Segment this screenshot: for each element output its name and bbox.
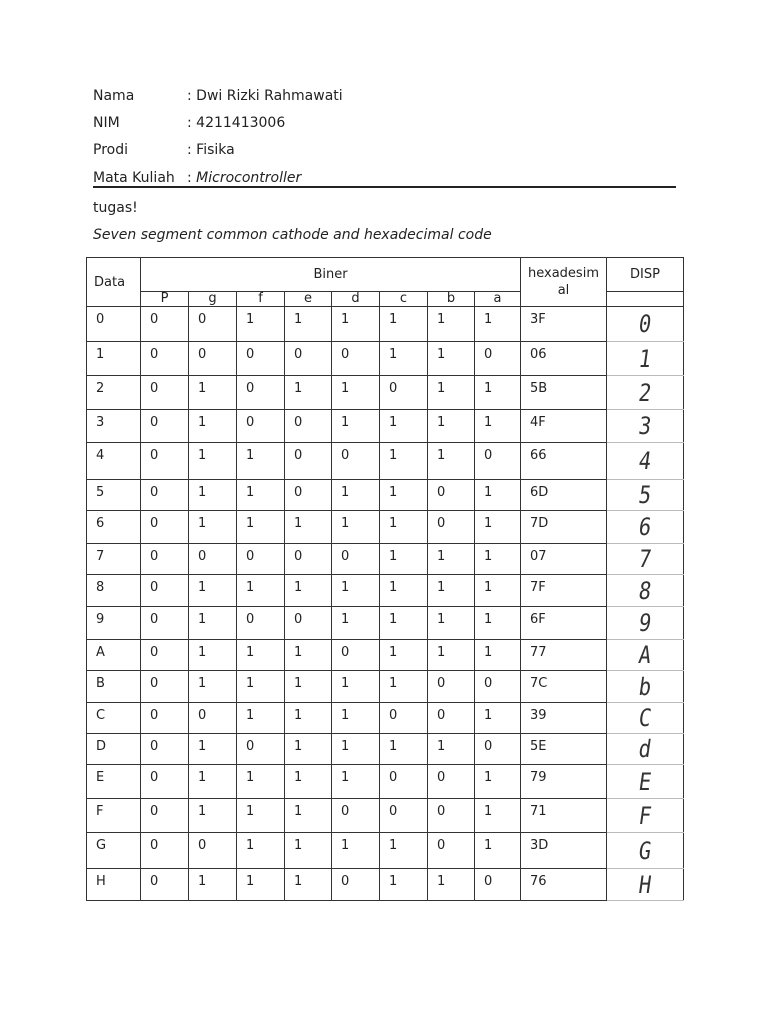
- cell-bit: 0: [475, 443, 521, 480]
- seven-segment-glyph: 0: [634, 309, 657, 339]
- header-disp-sub: [607, 292, 684, 307]
- cell-hex: 4F: [521, 410, 607, 443]
- seven-segment-glyph: 4: [634, 446, 657, 476]
- cell-data: 3: [87, 410, 141, 443]
- cell-bit: 0: [237, 410, 285, 443]
- cell-bit: 1: [428, 544, 475, 575]
- cell-disp: [607, 511, 684, 544]
- cell-disp: [607, 703, 684, 734]
- cell-disp: [607, 443, 684, 480]
- cell-bit: 1: [475, 544, 521, 575]
- cell-bit: 1: [189, 443, 237, 480]
- cell-bit: 1: [285, 307, 332, 342]
- cell-data: 6: [87, 511, 141, 544]
- header-divider: [93, 186, 676, 188]
- cell-bit: 1: [428, 376, 475, 410]
- cell-bit: 0: [141, 410, 189, 443]
- seven-segment-glyph: C: [634, 703, 657, 733]
- cell-bit: 1: [237, 511, 285, 544]
- cell-bit: 1: [428, 640, 475, 671]
- cell-disp: [607, 869, 684, 901]
- cell-data: D: [87, 734, 141, 765]
- table-header-row: [87, 258, 684, 292]
- cell-bit: 0: [141, 734, 189, 765]
- table-row: [87, 575, 684, 607]
- header-hexadesimal: hexadesimal: [521, 258, 607, 307]
- cell-bit: 0: [141, 607, 189, 640]
- cell-hex: 7D: [521, 511, 607, 544]
- seven-segment-glyph: b: [634, 672, 657, 702]
- cell-data: 5: [87, 480, 141, 511]
- table-row: [87, 799, 684, 833]
- cell-bit: 0: [428, 511, 475, 544]
- info-label: Mata Kuliah: [93, 170, 175, 186]
- cell-bit: 0: [475, 869, 521, 901]
- cell-disp: [607, 734, 684, 765]
- cell-hex: 7C: [521, 671, 607, 703]
- table-row: [87, 734, 684, 765]
- header-bit: P: [141, 292, 189, 307]
- cell-bit: 1: [237, 703, 285, 734]
- cell-bit: 0: [141, 307, 189, 342]
- cell-data: 9: [87, 607, 141, 640]
- cell-bit: 1: [332, 703, 380, 734]
- cell-bit: 1: [380, 575, 428, 607]
- seven-segment-glyph: 8: [634, 576, 657, 606]
- cell-hex: 66: [521, 443, 607, 480]
- cell-disp: [607, 671, 684, 703]
- cell-bit: 1: [475, 640, 521, 671]
- cell-bit: 1: [285, 869, 332, 901]
- cell-bit: 0: [332, 342, 380, 376]
- cell-bit: 0: [141, 799, 189, 833]
- seven-segment-glyph: 3: [634, 411, 657, 441]
- cell-bit: 0: [428, 799, 475, 833]
- cell-bit: 1: [332, 307, 380, 342]
- cell-disp: [607, 765, 684, 799]
- header-bit: g: [189, 292, 237, 307]
- cell-bit: 0: [332, 544, 380, 575]
- cell-bit: 1: [332, 575, 380, 607]
- cell-bit: 1: [237, 443, 285, 480]
- cell-disp: [607, 544, 684, 575]
- cell-bit: 1: [285, 734, 332, 765]
- cell-bit: 1: [428, 607, 475, 640]
- cell-bit: 0: [428, 833, 475, 869]
- seven-segment-glyph: 9: [634, 608, 657, 638]
- cell-bit: 1: [380, 734, 428, 765]
- cell-bit: 0: [141, 376, 189, 410]
- cell-bit: 0: [141, 480, 189, 511]
- cell-bit: 0: [428, 765, 475, 799]
- cell-bit: 1: [428, 869, 475, 901]
- cell-bit: 1: [475, 480, 521, 511]
- seven-segment-glyph: E: [634, 767, 657, 797]
- cell-data: 7: [87, 544, 141, 575]
- cell-bit: 1: [237, 640, 285, 671]
- cell-bit: 1: [475, 376, 521, 410]
- cell-bit: 0: [141, 765, 189, 799]
- table-row: [87, 342, 684, 376]
- cell-bit: 0: [237, 607, 285, 640]
- info-label: NIM: [93, 115, 120, 131]
- cell-bit: 1: [285, 575, 332, 607]
- table-row: [87, 376, 684, 410]
- cell-bit: 1: [428, 410, 475, 443]
- info-value: [187, 169, 301, 187]
- cell-bit: 1: [475, 607, 521, 640]
- cell-bit: 1: [380, 342, 428, 376]
- cell-disp: [607, 342, 684, 376]
- cell-bit: 1: [189, 671, 237, 703]
- table-row: [87, 833, 684, 869]
- cell-bit: 1: [475, 575, 521, 607]
- cell-bit: 0: [141, 342, 189, 376]
- cell-bit: 1: [428, 575, 475, 607]
- cell-bit: 0: [141, 869, 189, 901]
- cell-disp: [607, 575, 684, 607]
- cell-bit: 1: [475, 765, 521, 799]
- cell-bit: 1: [332, 734, 380, 765]
- cell-hex: 77: [521, 640, 607, 671]
- table-row: [87, 765, 684, 799]
- cell-bit: 1: [189, 640, 237, 671]
- seven-segment-glyph: 6: [634, 512, 657, 542]
- cell-bit: 0: [141, 833, 189, 869]
- cell-bit: 0: [475, 671, 521, 703]
- cell-bit: 1: [380, 443, 428, 480]
- cell-bit: 0: [189, 703, 237, 734]
- cell-bit: 1: [475, 799, 521, 833]
- cell-bit: 1: [380, 869, 428, 901]
- cell-hex: 76: [521, 869, 607, 901]
- cell-bit: 0: [428, 703, 475, 734]
- cell-data: E: [87, 765, 141, 799]
- table-row: [87, 307, 684, 342]
- cell-hex: 07: [521, 544, 607, 575]
- cell-bit: 0: [141, 640, 189, 671]
- cell-bit: 1: [237, 575, 285, 607]
- cell-bit: 0: [237, 544, 285, 575]
- cell-bit: 1: [332, 765, 380, 799]
- cell-bit: 1: [189, 575, 237, 607]
- cell-bit: 1: [332, 833, 380, 869]
- cell-bit: 1: [285, 671, 332, 703]
- cell-bit: 1: [285, 765, 332, 799]
- cell-bit: 1: [189, 607, 237, 640]
- cell-disp: [607, 410, 684, 443]
- cell-bit: 1: [189, 376, 237, 410]
- cell-bit: 0: [332, 799, 380, 833]
- cell-data: 2: [87, 376, 141, 410]
- cell-bit: 1: [237, 869, 285, 901]
- seven-segment-glyph: A: [634, 640, 657, 670]
- cell-bit: 1: [428, 443, 475, 480]
- seven-segment-glyph: 5: [634, 480, 657, 510]
- cell-bit: 0: [428, 480, 475, 511]
- seven-segment-glyph: 1: [634, 344, 657, 374]
- cell-data: 4: [87, 443, 141, 480]
- table-row: [87, 869, 684, 901]
- cell-hex: 6F: [521, 607, 607, 640]
- cell-bit: 1: [237, 671, 285, 703]
- header-bit: f: [237, 292, 285, 307]
- table-row: [87, 511, 684, 544]
- cell-bit: 1: [380, 307, 428, 342]
- cell-bit: 0: [475, 734, 521, 765]
- cell-bit: 0: [237, 376, 285, 410]
- seven-segment-glyph: H: [634, 870, 657, 900]
- cell-bit: 1: [285, 833, 332, 869]
- table-row: [87, 410, 684, 443]
- cell-bit: 1: [237, 307, 285, 342]
- cell-bit: 0: [141, 544, 189, 575]
- header-bit: d: [332, 292, 380, 307]
- cell-bit: 1: [380, 833, 428, 869]
- cell-bit: 1: [380, 511, 428, 544]
- header-bit: e: [285, 292, 332, 307]
- cell-bit: 0: [332, 640, 380, 671]
- cell-hex: 5B: [521, 376, 607, 410]
- cell-bit: 0: [285, 607, 332, 640]
- cell-bit: 1: [428, 342, 475, 376]
- cell-bit: 1: [475, 511, 521, 544]
- cell-data: A: [87, 640, 141, 671]
- cell-bit: 1: [332, 671, 380, 703]
- cell-bit: 1: [285, 376, 332, 410]
- info-value: : Fisika: [187, 142, 235, 158]
- cell-data: C: [87, 703, 141, 734]
- seven-segment-glyph: G: [634, 836, 657, 866]
- cell-bit: 1: [475, 703, 521, 734]
- cell-hex: 7F: [521, 575, 607, 607]
- cell-bit: 0: [285, 544, 332, 575]
- seven-segment-glyph: 7: [634, 544, 657, 574]
- cell-data: B: [87, 671, 141, 703]
- cell-bit: 1: [332, 410, 380, 443]
- cell-bit: 0: [285, 443, 332, 480]
- header-biner: Biner: [141, 258, 521, 292]
- cell-bit: 1: [285, 703, 332, 734]
- cell-data: G: [87, 833, 141, 869]
- seven-segment-glyph: 2: [634, 378, 657, 408]
- cell-bit: 1: [380, 480, 428, 511]
- cell-hex: 6D: [521, 480, 607, 511]
- header-bit: a: [475, 292, 521, 307]
- cell-hex: 3F: [521, 307, 607, 342]
- info-value-prefix: :: [187, 170, 197, 186]
- cell-hex: 39: [521, 703, 607, 734]
- cell-bit: 1: [189, 511, 237, 544]
- cell-bit: 1: [237, 765, 285, 799]
- cell-bit: 0: [141, 575, 189, 607]
- cell-disp: [607, 307, 684, 342]
- cell-bit: 1: [332, 480, 380, 511]
- seven-segment-glyph: d: [634, 734, 657, 764]
- table-row: [87, 671, 684, 703]
- cell-bit: 0: [285, 342, 332, 376]
- cell-data: 1: [87, 342, 141, 376]
- document-subtitle: Seven segment common cathode and hexadecimal code: [93, 227, 492, 243]
- cell-bit: 1: [380, 640, 428, 671]
- cell-bit: 0: [380, 703, 428, 734]
- cell-disp: [607, 640, 684, 671]
- info-value: : Dwi Rizki Rahmawati: [187, 88, 343, 104]
- cell-bit: 1: [380, 671, 428, 703]
- table-row: [87, 443, 684, 480]
- cell-bit: 1: [189, 799, 237, 833]
- table-row: [87, 640, 684, 671]
- cell-hex: 06: [521, 342, 607, 376]
- header-data: Data: [87, 258, 141, 307]
- cell-bit: 1: [475, 410, 521, 443]
- cell-bit: 0: [285, 480, 332, 511]
- cell-disp: [607, 799, 684, 833]
- cell-bit: 0: [380, 765, 428, 799]
- header-disp: DISP: [607, 258, 684, 292]
- cell-bit: 1: [189, 869, 237, 901]
- cell-bit: 1: [189, 734, 237, 765]
- cell-disp: [607, 607, 684, 640]
- cell-bit: 1: [285, 799, 332, 833]
- cell-bit: 1: [475, 833, 521, 869]
- cell-data: F: [87, 799, 141, 833]
- cell-bit: 0: [428, 671, 475, 703]
- info-value: : 4211413006: [187, 115, 286, 131]
- seven-segment-glyph: F: [634, 801, 657, 831]
- seven-segment-table: [86, 257, 684, 901]
- cell-data: 8: [87, 575, 141, 607]
- cell-bit: 0: [380, 376, 428, 410]
- table-row: [87, 703, 684, 734]
- cell-bit: 1: [428, 734, 475, 765]
- cell-bit: 1: [189, 410, 237, 443]
- course-name: Microcontroller: [196, 170, 302, 186]
- header-bit: c: [380, 292, 428, 307]
- cell-bit: 0: [332, 443, 380, 480]
- info-label: Prodi: [93, 142, 128, 158]
- cell-bit: 1: [380, 544, 428, 575]
- cell-bit: 1: [285, 640, 332, 671]
- cell-bit: 1: [332, 607, 380, 640]
- header-bit: b: [428, 292, 475, 307]
- cell-data: H: [87, 869, 141, 901]
- cell-hex: 71: [521, 799, 607, 833]
- cell-hex: 3D: [521, 833, 607, 869]
- cell-bit: 1: [475, 307, 521, 342]
- cell-bit: 0: [141, 511, 189, 544]
- cell-bit: 0: [237, 734, 285, 765]
- cell-bit: 1: [332, 376, 380, 410]
- cell-bit: 1: [380, 607, 428, 640]
- cell-disp: [607, 833, 684, 869]
- cell-bit: 1: [189, 480, 237, 511]
- cell-bit: 1: [189, 765, 237, 799]
- cell-bit: 1: [332, 511, 380, 544]
- cell-bit: 1: [380, 410, 428, 443]
- cell-hex: 5E: [521, 734, 607, 765]
- cell-bit: 1: [428, 307, 475, 342]
- cell-bit: 1: [237, 799, 285, 833]
- table-row: [87, 607, 684, 640]
- cell-bit: 0: [189, 544, 237, 575]
- cell-bit: 0: [285, 410, 332, 443]
- cell-bit: 0: [141, 671, 189, 703]
- info-label: Nama: [93, 88, 135, 104]
- table-row: [87, 544, 684, 575]
- cell-bit: 1: [285, 511, 332, 544]
- cell-bit: 0: [237, 342, 285, 376]
- cell-bit: 0: [332, 869, 380, 901]
- cell-bit: 1: [237, 833, 285, 869]
- cell-disp: [607, 480, 684, 511]
- cell-bit: 0: [380, 799, 428, 833]
- assignment-label: tugas!: [93, 200, 138, 216]
- table-row: [87, 480, 684, 511]
- cell-bit: 0: [141, 703, 189, 734]
- cell-data: 0: [87, 307, 141, 342]
- cell-bit: 0: [475, 342, 521, 376]
- cell-bit: 0: [189, 307, 237, 342]
- cell-bit: 1: [237, 480, 285, 511]
- cell-disp: [607, 376, 684, 410]
- cell-bit: 0: [189, 342, 237, 376]
- cell-hex: 79: [521, 765, 607, 799]
- cell-bit: 0: [141, 443, 189, 480]
- cell-bit: 0: [189, 833, 237, 869]
